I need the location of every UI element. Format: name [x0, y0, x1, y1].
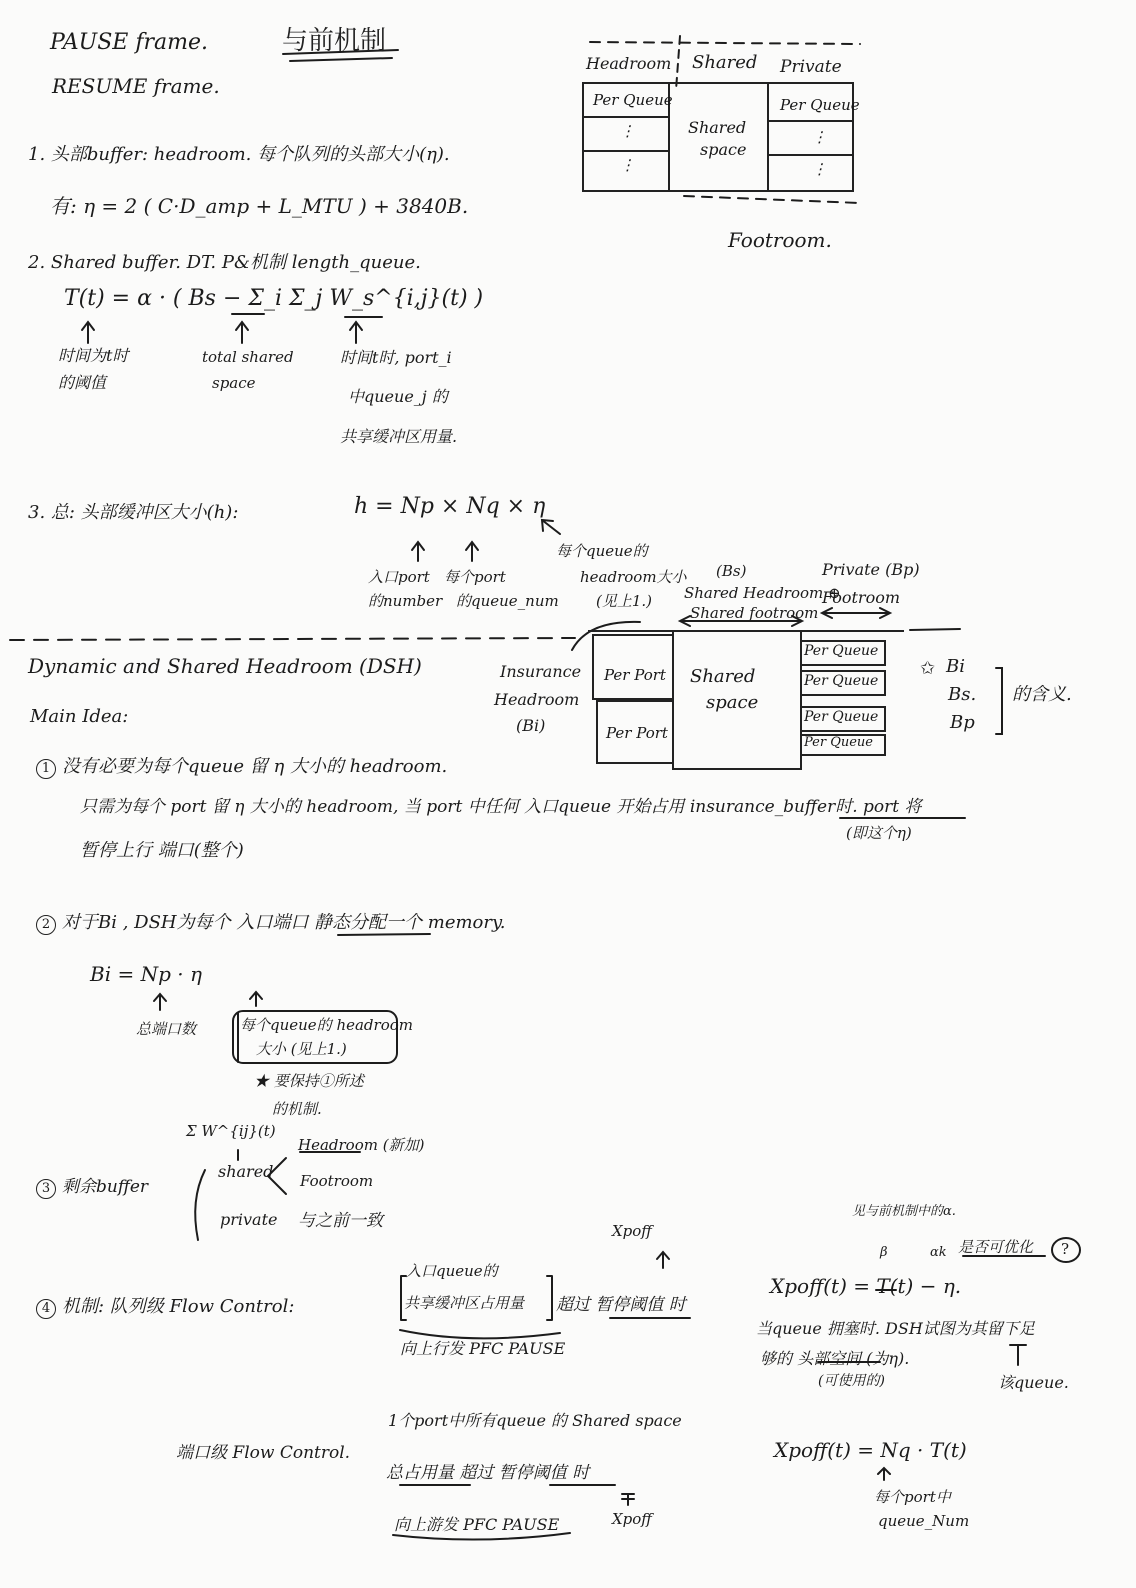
dsh-item4-label: [36, 1292, 294, 1319]
diagram1-dots-4: ⋮: [812, 160, 827, 178]
dsh-per-port-2: Per Port: [606, 724, 668, 742]
sec3-note-np-line1: 入口port: [368, 568, 430, 586]
circle-3-icon: 3: [36, 1179, 56, 1199]
dsh-per-queue-4: Per Queue: [804, 735, 873, 750]
dsh-item4-beta: β: [880, 1245, 888, 1260]
dsh-item4-alpha: αk: [930, 1245, 947, 1260]
page-title: 与前机制: [282, 26, 387, 56]
dsh-item4-expl-line2: 够的 头部空间 (为η).: [760, 1349, 910, 1368]
port-flow-eq: Xpoff(t) = Nq · T(t): [774, 1438, 967, 1462]
port-flow-line2: 总占用量 超过 暂停阈值 时: [386, 1463, 590, 1483]
dsh-bp-label: Private (Bp): [822, 560, 920, 579]
dsh-item2-line-text: 对于Bi , DSH为每个 入口端口 静态分配一个 memory.: [62, 912, 506, 933]
dsh-item3-headroom: Headroom (新加): [298, 1136, 425, 1154]
sec3-formula: h = Np × Nq × η: [354, 494, 546, 519]
circle-2-icon: 2: [36, 915, 56, 935]
dsh-item2-eta-line2: 大小 (见上1.): [256, 1040, 347, 1058]
diagram1-col-shared: Shared: [692, 52, 758, 73]
dsh-shared-space-line1: Shared: [690, 666, 756, 687]
sec2-note-t-line1: 时间为t时: [58, 346, 129, 365]
dsh-item2-np-note: 总端口数: [136, 1020, 197, 1038]
dsh-item3-label: [36, 1172, 148, 1199]
sec2-label: 2. Shared buffer. DT. P&机制 length_queue.: [28, 252, 421, 273]
dsh-item3-private: private: [220, 1210, 278, 1229]
dsh-per-queue-2: Per Queue: [804, 673, 879, 689]
dsh-item4-question: ?: [1061, 1240, 1070, 1258]
sec3-label: 3. 总: 头部缓冲区大小(h):: [28, 502, 239, 523]
dsh-legend-star: ✩: [920, 658, 936, 679]
dsh-item1-line1: [36, 752, 447, 779]
dsh-item4-expl-line1: 当queue 拥塞时. DSH试图为其留下足: [756, 1319, 1035, 1338]
port-flow-xpoff: Xpoff: [612, 1510, 652, 1528]
sec2-note-w-line1: 时间t时, port_i: [340, 348, 452, 367]
dsh-item1-note: (即这个η): [846, 824, 912, 842]
dsh-bp-footroom: Footroom: [822, 588, 901, 607]
dsh-item3-private-note: 与之前一致: [298, 1211, 383, 1231]
pause-frame-label: PAUSE frame.: [50, 30, 208, 55]
sec2-note-bs-line2: space: [212, 374, 256, 392]
port-flow-line1: 1个port中所有queue 的 Shared space: [388, 1411, 682, 1430]
sec2-note-w-line2: 中queue_j 的: [348, 387, 448, 406]
diagram1-footroom: Footroom.: [728, 228, 832, 252]
diagram1-shared: Shared: [688, 118, 747, 137]
dsh-item2-formula: Bi = Np · η: [90, 962, 202, 986]
diagram1-dots-3: ⋮: [812, 128, 827, 146]
dsh-item4-send: 向上行发 PFC PAUSE: [400, 1339, 566, 1358]
dsh-main-idea: Main Idea:: [30, 706, 129, 727]
dsh-item2-line: [36, 908, 506, 935]
dsh-item3-footroom: Footroom: [300, 1172, 374, 1190]
diagram1-perqueue-right: Per Queue: [780, 96, 860, 114]
sec2-formula: T(t) = α · ( Bs − Σ_i Σ_j W_s^{i,j}(t) ): [64, 286, 484, 311]
port-flow-nq-line2: queue_Num: [878, 1512, 970, 1530]
sec3-note-nq-line1: 每个port: [444, 568, 506, 586]
dsh-per-port-1: Per Port: [604, 666, 666, 684]
dsh-bs-shared-headroom: Shared Headroom ⊕: [684, 584, 841, 602]
port-flow-line3: 向上游发 PFC PAUSE: [394, 1515, 560, 1534]
port-flow-nq-line1: 每个port中: [874, 1488, 951, 1506]
sec2-note-t-line2: 的阈值: [58, 373, 107, 392]
dsh-item4-label-text: 机制: 队列级 Flow Control:: [62, 1296, 295, 1317]
sec1-formula: 有: η = 2 ( C·D_amp + L_MTU ) + 3840B.: [50, 194, 469, 218]
dsh-item4-eq: Xpoff(t) = T(t) − η.: [770, 1274, 962, 1298]
dsh-legend-meaning: 的含义.: [1012, 684, 1072, 705]
dsh-item1-line1-text: 没有必要为每个queue 留 η 大小的 headroom.: [62, 756, 448, 777]
dsh-legend-bi: Bi: [946, 656, 965, 677]
dsh-item3-label-text: 剩余buffer: [62, 1177, 149, 1197]
sec3-note-nq-line2: 的queue_num: [456, 592, 559, 610]
diagram1-perqueue-left: Per Queue: [593, 91, 673, 109]
dsh-per-queue-1: Per Queue: [804, 643, 879, 659]
dsh-legend-bs: Bs.: [948, 684, 977, 705]
dsh-item4-box-line2: 共享缓冲区占用量: [404, 1294, 525, 1312]
dsh-insurance-line1: Insurance: [500, 662, 582, 681]
dsh-per-queue-3: Per Queue: [804, 709, 879, 725]
dsh-item1-line3: 暂停上行 端口(整个): [80, 840, 244, 861]
dsh-item4-box-line1: 入口queue的: [406, 1262, 498, 1280]
dsh-item4-note-top: 见与前机制中的α.: [852, 1204, 956, 1219]
dsh-item4-expl-line3: (可使用的): [818, 1373, 885, 1389]
dsh-item2-keep-line2: 的机制.: [272, 1100, 322, 1118]
sec3-note-eta-line2: headroom大小: [580, 568, 687, 586]
dsh-item4-exceed: 超过 暂停阈值 时: [556, 1295, 686, 1315]
dsh-bs-label: (Bs): [716, 562, 747, 580]
dsh-item2-eta-line1: 每个queue的 headroom: [240, 1016, 413, 1034]
dsh-legend-bp: Bp: [950, 712, 975, 733]
dsh-item3-shared: shared: [218, 1162, 274, 1181]
dsh-shared-space-line2: space: [706, 692, 759, 713]
circle-1-icon: 1: [36, 759, 56, 779]
diagram1-col-private: Private: [780, 57, 842, 77]
dsh-insurance-line2: Headroom: [494, 690, 580, 709]
dsh-title: Dynamic and Shared Headroom (DSH): [28, 654, 422, 678]
dsh-item3-sum: Σ W^{ij}(t): [186, 1122, 276, 1140]
port-flow-label: 端口级 Flow Control.: [176, 1443, 351, 1463]
diagram1-dots-2: ⋮: [620, 156, 635, 174]
sec3-note-eta-line1: 每个queue的: [556, 542, 648, 560]
sec2-note-w-line3: 共享缓冲区用量.: [340, 427, 458, 446]
dsh-bs-shared-footroom: Shared footroom: [690, 604, 819, 622]
diagram1-col-headroom: Headroom: [586, 54, 672, 73]
diagram1-space: space: [700, 140, 747, 159]
sec3-note-np-line2: 的number: [368, 592, 443, 610]
dsh-item4-expl-line4: 该queue.: [998, 1373, 1069, 1392]
sec1-label: 1. 头部buffer: headroom. 每个队列的头部大小(η).: [28, 144, 450, 165]
sec3-note-eta-line3: (见上1.): [596, 592, 653, 610]
dsh-top-line: [588, 630, 904, 632]
dsh-item4-xpoff: Xpoff: [612, 1222, 652, 1240]
dsh-item1-line2: 只需为每个 port 留 η 大小的 headroom, 当 port 中任何 入口queue 开始占用 insurance_buffer时. port 将: [80, 797, 922, 817]
resume-frame-label: RESUME frame.: [52, 74, 220, 98]
dsh-item2-keep-line1: ★ 要保持①所述: [254, 1072, 364, 1090]
diagram1-dots-1: ⋮: [620, 122, 635, 140]
dsh-item4-optim: 是否可优化: [958, 1238, 1034, 1256]
circle-4-icon: 4: [36, 1299, 56, 1319]
dsh-insurance-line3: (Bi): [516, 716, 546, 735]
sec2-note-bs-line1: total shared: [202, 348, 294, 366]
